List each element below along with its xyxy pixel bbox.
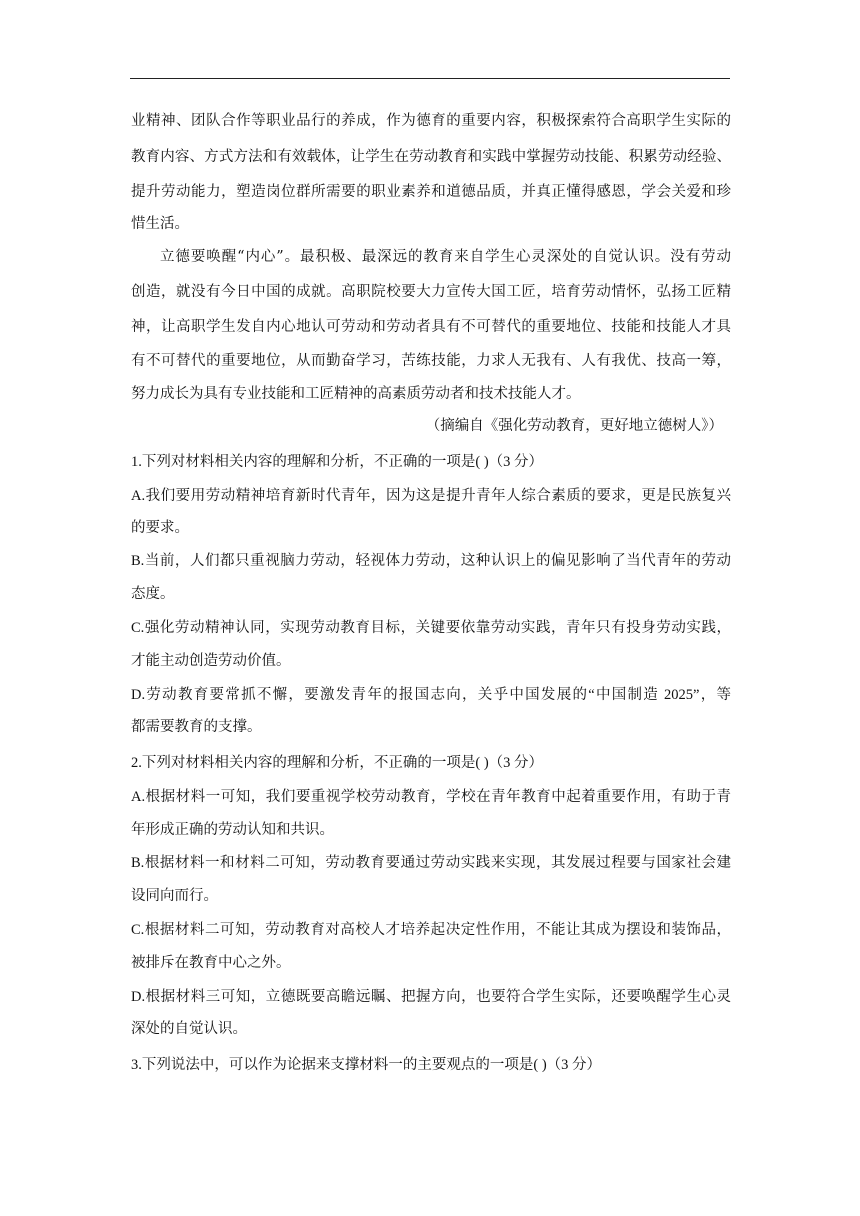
question-stem: 3.下列说法中，可以作为论据来支撑材料一的主要观点的一项是( )（3 分） (131, 1057, 602, 1073)
option-line: 年形成正确的劳动认知和共识。 (131, 822, 334, 838)
header-rule (130, 78, 730, 79)
option-line: A.根据材料一可知，我们要重视学校劳动教育，学校在青年教育中起着重要作用，有助于青 (131, 789, 731, 805)
passage-line: 努力成长为具有专业技能和工匠精神的高素质劳动者和技术技能人才。 (131, 386, 581, 402)
option-line: D.劳动教育要常抓不懈，要激发青年的报国志向，关乎中国发展的“中国制造 2025”，等 (131, 687, 731, 703)
passage-line: 惜生活。 (131, 216, 189, 232)
option-line: 都需要教育的支撑。 (131, 719, 262, 735)
source-citation: （摘编自《强化劳动教育，更好地立德树人》） (425, 418, 723, 434)
option-line: 才能主动创造劳动价值。 (131, 653, 291, 669)
option-line: B.根据材料一和材料二可知，劳动教育要通过劳动实践来实现，其发展过程要与国家社会建 (131, 855, 731, 871)
option-line: C.根据材料二可知，劳动教育对高校人才培养起决定性作用，不能让其成为摆设和装饰品， (131, 922, 731, 938)
option-line: 设同向而行。 (131, 888, 218, 904)
option-line: A.我们要用劳动精神培育新时代青年，因为这是提升青年人综合素质的要求，更是民族复兴 (131, 488, 731, 504)
question-stem: 2.下列对材料相关内容的理解和分析，不正确的一项是( )（3 分） (131, 755, 544, 771)
option-line: 态度。 (131, 586, 175, 602)
option-line: D.根据材料三可知，立德既要高瞻远瞩、把握方向，也要符合学生实际，还要唤醒学生心灵 (131, 989, 731, 1005)
passage-line: 神，让高职学生发自内心地认可劳动和劳动者具有不可替代的重要地位、技能和技能人才具 (131, 319, 731, 335)
passage-line: 创造，就没有今日中国的成就。高职院校要大力宣传大国工匠，培育劳动情怀，弘扬工匠精 (131, 284, 731, 300)
passage-line: 有不可替代的重要地位，从而勤奋学习，苦练技能，力求人无我有、人有我优、技高一筹， (131, 353, 731, 369)
question-stem: 1.下列对材料相关内容的理解和分析，不正确的一项是( )（3 分） (131, 454, 544, 470)
option-line: B.当前，人们都只重视脑力劳动，轻视体力劳动，这种认识上的偏见影响了当代青年的劳动 (131, 553, 731, 569)
passage-line: 提升劳动能力，塑造岗位群所需要的职业素养和道德品质，并真正懂得感恩，学会关爱和珍 (131, 184, 731, 200)
passage-line: 立德要唤醒“内心”。最积极、最深远的教育来自学生心灵深处的自觉认识。没有劳动 (160, 249, 731, 265)
option-line: 深处的自觉认识。 (131, 1021, 247, 1037)
option-line: C.强化劳动精神认同，实现劳动教育目标，关键要依靠劳动实践，青年只有投身劳动实践， (131, 620, 731, 636)
passage-line: 教育内容、方式方法和有效载体，让学生在劳动教育和实践中掌握劳动技能、积累劳动经验、 (131, 149, 731, 165)
option-line: 被排斥在教育中心之外。 (131, 955, 291, 971)
passage-line: 业精神、团队合作等职业品行的养成，作为德育的重要内容，积极探索符合高职学生实际的 (131, 113, 731, 129)
option-line: 的要求。 (131, 520, 189, 536)
